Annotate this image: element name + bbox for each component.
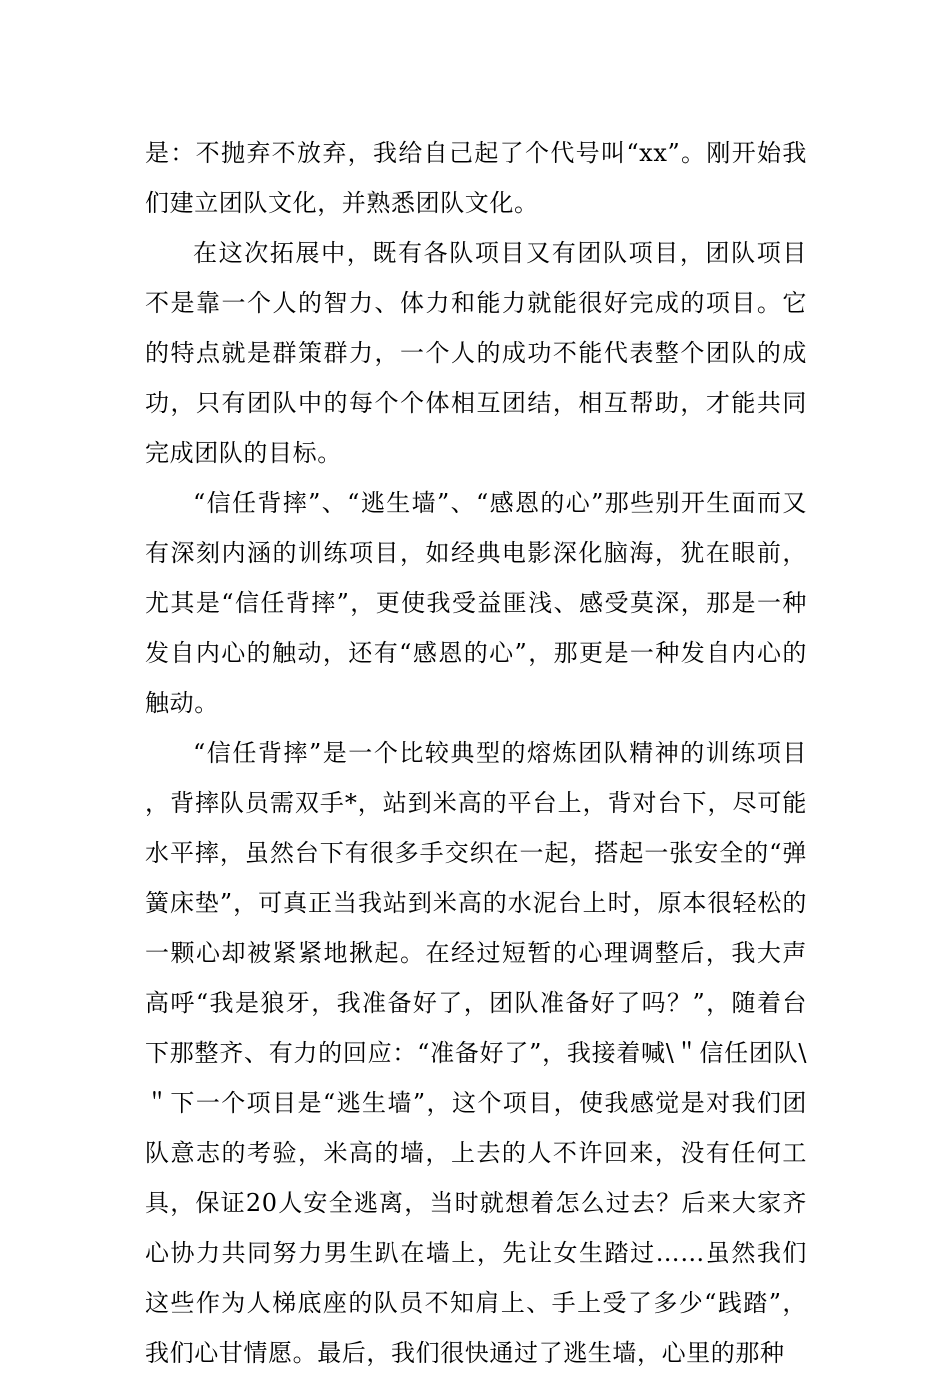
document-body (145, 128, 807, 1378)
paragraph-3: “信任背摔”、“逃生墙”、“感恩的心”那些别开生面而又有深刻内涵的训练项目，如经典电影深化脑海，犹在眼前，尤其是“信任背摔”，更使我受益匪浅、感受莫深，那是一种发自内心的触动，还有“感恩的心”，那更是一种发自内心的触动。 (145, 489, 807, 717)
paragraph-1: 是：不抛弃不放弃，我给自己起了个代号叫“xx”。刚开始我们建立团队文化，并熟悉团队文化。 (145, 139, 807, 217)
paragraph-4: “信任背摔”是一个比较典型的熔炼团队精神的训练项目，背摔队员需双手*，站到米高的平台上，背对台下，尽可能水平摔，虽然台下有很多手交织在一起，搭起一张安全的“弹簧床垫”，可真正当我站到米高的水泥台上时，原本很轻松的一颗心却被紧紧地揪起。在经过短暂的心理调整后，我大声高呼“我是狼牙，我准备好了，团队准备好了吗？”，随着台下那整齐、有力的回应：“准备好了”，我接着喊\＂信任团队\＂下一个项目是“逃生墙”，这个项目，使我感觉是对我们团队意志的考验，米高的墙，上去的人不许回来，没有任何工具，保证20人安全逃离，当时就想着怎么过去？后来大家齐心协力共同努力男生趴在墙上，先让女生踏过……虽然我们这些作为人梯底座的队员不知肩上、手上受了多少“践踏”，我们心甘情愿。最后，我们很快通过了逃生墙，心里的那种 (145, 739, 807, 1367)
paragraph-2: 在这次拓展中，既有各队项目又有团队项目，团队项目不是靠一个人的智力、体力和能力就能很好完成的项目。它的特点就是群策群力，一个人的成功不能代表整个团队的成功，只有团队中的每个个体相互团结，相互帮助，才能共同完成团队的目标。 (145, 239, 807, 467)
